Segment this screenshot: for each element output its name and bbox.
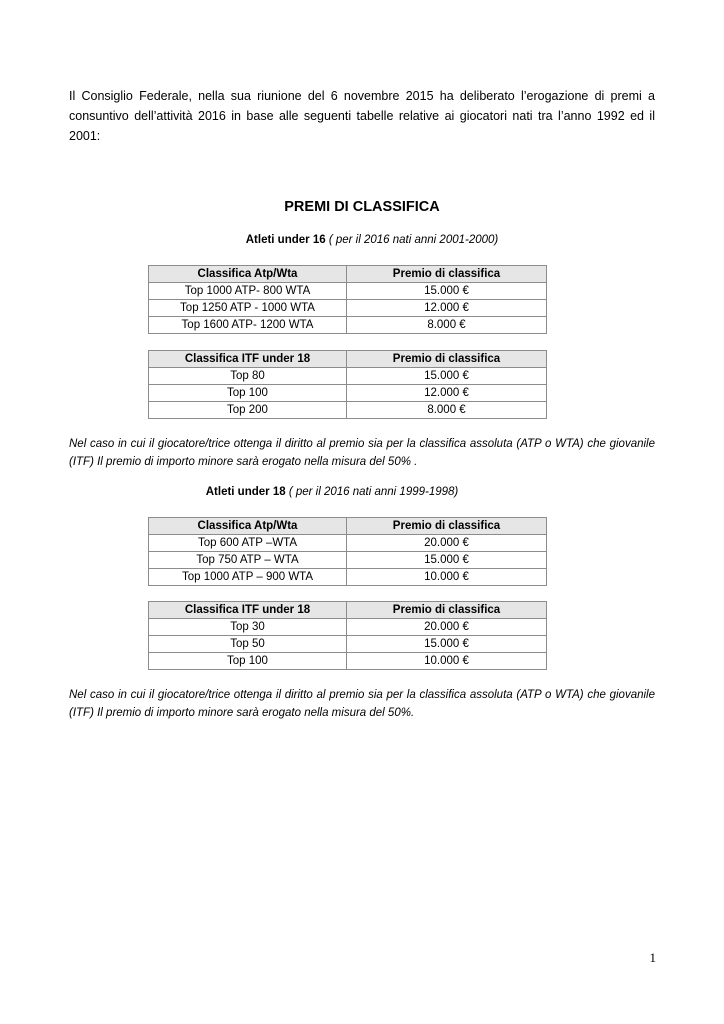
ranking-cell: Top 1600 ATP- 1200 WTA [149, 317, 347, 334]
table-row [149, 636, 547, 653]
section-heading-italic: ( per il 2016 nati anni 1999-1998) [288, 486, 459, 498]
column-header: Premio di classifica [347, 518, 547, 535]
prize-cell: 20.000 € [347, 535, 547, 552]
prize-cell: 8.000 € [347, 402, 547, 419]
table-header-row [149, 602, 547, 619]
table-row [149, 552, 547, 569]
under18-atp-table [148, 517, 547, 586]
prize-cell: 15.000 € [347, 552, 547, 569]
column-header: Premio di classifica [347, 351, 547, 368]
ranking-cell: Top 600 ATP –WTA [149, 535, 347, 552]
column-header: Premio di classifica [347, 266, 547, 283]
prize-cell: 10.000 € [347, 569, 547, 586]
page-number: 1 [649, 950, 656, 965]
ranking-cell: Top 80 [149, 368, 347, 385]
under18-itf-table [148, 601, 547, 670]
table-row [149, 402, 547, 419]
table-row [149, 653, 547, 670]
prize-cell: 15.000 € [347, 368, 547, 385]
table-row [149, 368, 547, 385]
ranking-cell: Top 750 ATP – WTA [149, 552, 347, 569]
ranking-cell: Top 50 [149, 636, 347, 653]
page-title: PREMI DI CLASSIFICA [284, 199, 440, 215]
ranking-cell: Top 200 [149, 402, 347, 419]
section-heading-under16 [10, 234, 724, 246]
column-header: Classifica Atp/Wta [149, 518, 347, 535]
intro-paragraph: Il Consiglio Federale, nella sua riunione del 6 novembre 2015 ha deliberato l’erogazione di premi a consuntivo dell’attività 2016 in base alle seguenti tabelle relative ai giocatori nati tra l’anno 1992 ed il 2001: [69, 89, 655, 143]
column-header: Premio di classifica [347, 602, 547, 619]
under16-itf-table [148, 350, 547, 419]
prize-cell: 8.000 € [347, 317, 547, 334]
under18-note: Nel caso in cui il giocatore/trice ottenga il diritto al premio sia per la classifica assoluta (ATP o WTA) che giovanile (ITF) Il premio di importo minore sarà erogato nella misura del 50%. [69, 689, 655, 719]
table-header-row [149, 351, 547, 368]
section-heading-bold: Atleti under 18 [205, 486, 286, 498]
prize-cell: 10.000 € [347, 653, 547, 670]
table-row [149, 283, 547, 300]
section-heading-under18 [0, 486, 694, 498]
table-row [149, 619, 547, 636]
under16-atp-table [148, 265, 547, 334]
table-row [149, 535, 547, 552]
column-header: Classifica Atp/Wta [149, 266, 347, 283]
prize-cell: 15.000 € [347, 283, 547, 300]
column-header: Classifica ITF under 18 [149, 351, 347, 368]
table-row [149, 317, 547, 334]
prize-cell: 12.000 € [347, 385, 547, 402]
prize-cell: 20.000 € [347, 619, 547, 636]
table-header-row [149, 266, 547, 283]
ranking-cell: Top 1000 ATP – 900 WTA [149, 569, 347, 586]
section-heading-italic: ( per il 2016 nati anni 2001-2000) [328, 234, 499, 246]
ranking-cell: Top 100 [149, 385, 347, 402]
table-row [149, 385, 547, 402]
table-row [149, 300, 547, 317]
prize-cell: 15.000 € [347, 636, 547, 653]
table-header-row [149, 518, 547, 535]
ranking-cell: Top 1000 ATP- 800 WTA [149, 283, 347, 300]
section-heading-bold: Atleti under 16 [245, 234, 326, 246]
ranking-cell: Top 100 [149, 653, 347, 670]
prize-cell: 12.000 € [347, 300, 547, 317]
under16-note: Nel caso in cui il giocatore/trice ottenga il diritto al premio sia per la classifica assoluta (ATP o WTA) che giovanile (ITF) Il premio di importo minore sarà erogato nella misura del 50% . [69, 438, 655, 468]
table-row [149, 569, 547, 586]
ranking-cell: Top 30 [149, 619, 347, 636]
column-header: Classifica ITF under 18 [149, 602, 347, 619]
ranking-cell: Top 1250 ATP - 1000 WTA [149, 300, 347, 317]
